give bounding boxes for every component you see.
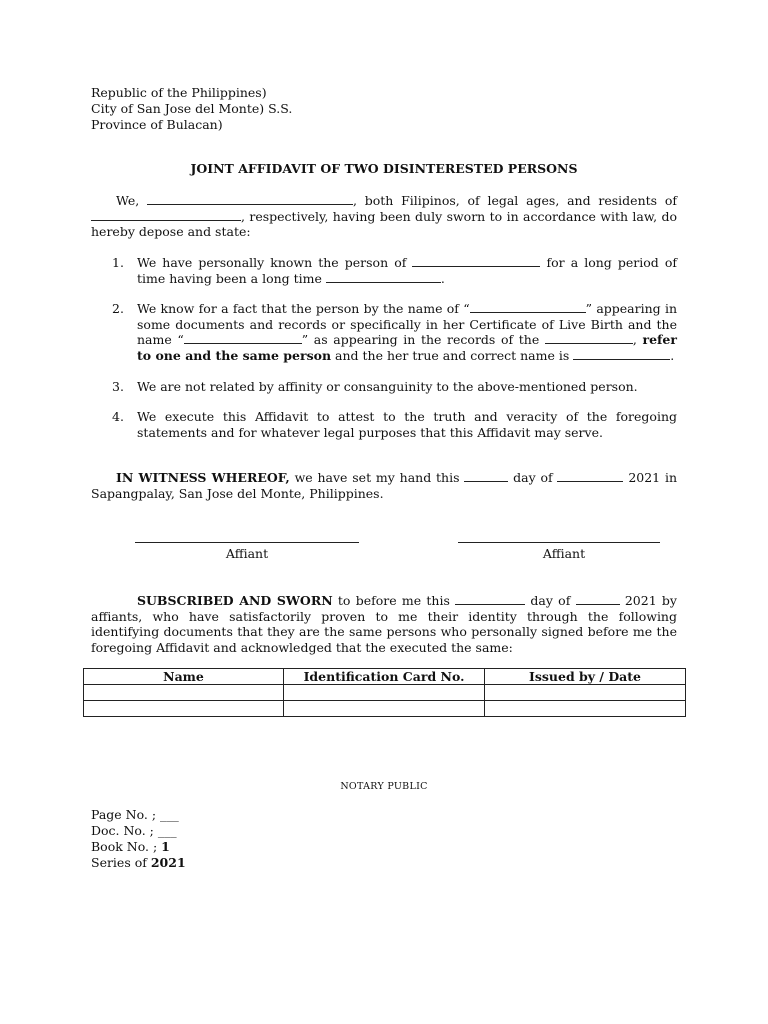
table-cell [84, 701, 284, 717]
intro-text-3: , respectively, having been duly sworn to in accordance with law, do hereby depose and state: [91, 208, 677, 240]
header-id-card-no: Identification Card No. [284, 669, 485, 685]
book-no-value: 1 [161, 839, 170, 854]
person-name-blank [412, 255, 540, 267]
item-2-text-b: ” appearing in some documents and records or specifically in her Certificate of Live Birth and the name “ [137, 301, 678, 348]
caption-province: Province of Bulacan) [91, 117, 223, 132]
table-cell [485, 701, 686, 717]
right-signature-line [458, 542, 660, 543]
residence-blank [91, 209, 241, 221]
jurat-month-blank [576, 593, 620, 605]
item-number: 2. [112, 301, 124, 317]
right-affiant-label: Affiant [542, 546, 586, 561]
document-title: JOINT AFFIDAVIT OF TWO DISINTERESTED PERSONS [190, 161, 578, 176]
witness-text-c: 2021 in Sapangpalay, San Jose del Monte, Philippines. [91, 470, 677, 501]
item-2-text-a: We know for a fact that the person by the name of “ [137, 301, 470, 317]
jurat-text-c: 2021 by affiants, who have satisfactorily proven to me their identity through the following identifying documents that they are the same persons who personally signed before me the foregoing Affidavit and acknowledged that the executed the same: [91, 593, 677, 655]
item-2-emphasis: refer to one and the same person [137, 332, 677, 363]
header-name: Name [84, 669, 284, 685]
book-no [91, 839, 186, 855]
name-in-documents-blank [470, 301, 586, 313]
book-no-label: Book No. ; [91, 839, 158, 854]
item-1-text-a: We have personally known the person of [137, 255, 407, 270]
venue-caption [91, 85, 292, 133]
item-2-text-d: , [632, 332, 637, 348]
intro-text-2: , both Filipinos, of legal ages, and residents of [352, 193, 677, 208]
caption-country: Republic of the Philippines) [91, 85, 267, 100]
witness-paragraph [91, 470, 677, 501]
jurat-day-blank [455, 593, 525, 605]
duration-blank [326, 271, 441, 283]
true-name-blank [573, 348, 670, 360]
jurat-heading: SUBSCRIBED AND SWORN [137, 593, 333, 608]
caption-city: City of San Jose del Monte) S.S. [91, 101, 293, 116]
page-no: Page No. ; ___ [91, 807, 179, 822]
doc-no: Doc. No. ; ___ [91, 823, 177, 838]
statement-item-3 [91, 379, 677, 395]
item-1-text-c: . [440, 270, 445, 286]
item-3-text: We are not related by affinity or consanguinity to the above-mentioned person. [137, 378, 638, 394]
witness-text-b: day of [513, 470, 553, 485]
witness-day-blank [464, 470, 508, 482]
statement-item-4 [91, 409, 677, 440]
name-in-records-blank [184, 332, 302, 344]
series-value: 2021 [150, 855, 186, 870]
witness-month-blank [557, 470, 623, 482]
notarial-register [91, 807, 186, 871]
statement-item-2 [91, 301, 677, 363]
left-signature-line [135, 542, 359, 543]
left-affiant-label: Affiant [225, 546, 269, 561]
affiant-names-blank [147, 193, 353, 205]
table-cell [84, 685, 284, 701]
item-2-text-e: and the her true and correct name is [335, 347, 570, 363]
intro-paragraph [91, 193, 677, 240]
table-cell [485, 685, 686, 701]
table-row [84, 685, 686, 701]
identification-table [83, 668, 686, 717]
series-label: Series of [91, 855, 147, 870]
jurat-text-b: day of [530, 593, 571, 608]
item-number: 4. [112, 409, 124, 425]
jurat-text-a: to before me this [337, 593, 450, 608]
table-cell [284, 685, 485, 701]
witness-text-a: we have set my hand this [294, 470, 460, 485]
item-2-text-f: . [670, 347, 675, 363]
item-1-text-b: for a long period of time having been a long time [137, 255, 677, 286]
item-number: 3. [112, 378, 124, 394]
records-office-blank [545, 332, 633, 344]
item-number: 1. [112, 255, 124, 270]
table-header-row [84, 669, 686, 685]
statement-item-1 [91, 255, 677, 286]
notary-public-label: NOTARY PUBLIC [340, 781, 428, 792]
header-issued-by-date: Issued by / Date [485, 669, 686, 685]
jurat-paragraph [91, 593, 677, 655]
item-2-text-c: ” as appearing in the records of the [301, 332, 540, 348]
intro-we: We, [116, 193, 140, 208]
witness-heading: IN WITNESS WHEREOF, [116, 470, 290, 485]
item-4-text: We execute this Affidavit to attest to the truth and veracity of the foregoing statements and for whatever legal purposes that this Affidavit may serve. [137, 409, 677, 440]
statement-list [91, 255, 677, 455]
table-row [84, 701, 686, 717]
series [91, 855, 186, 871]
table-cell [284, 701, 485, 717]
